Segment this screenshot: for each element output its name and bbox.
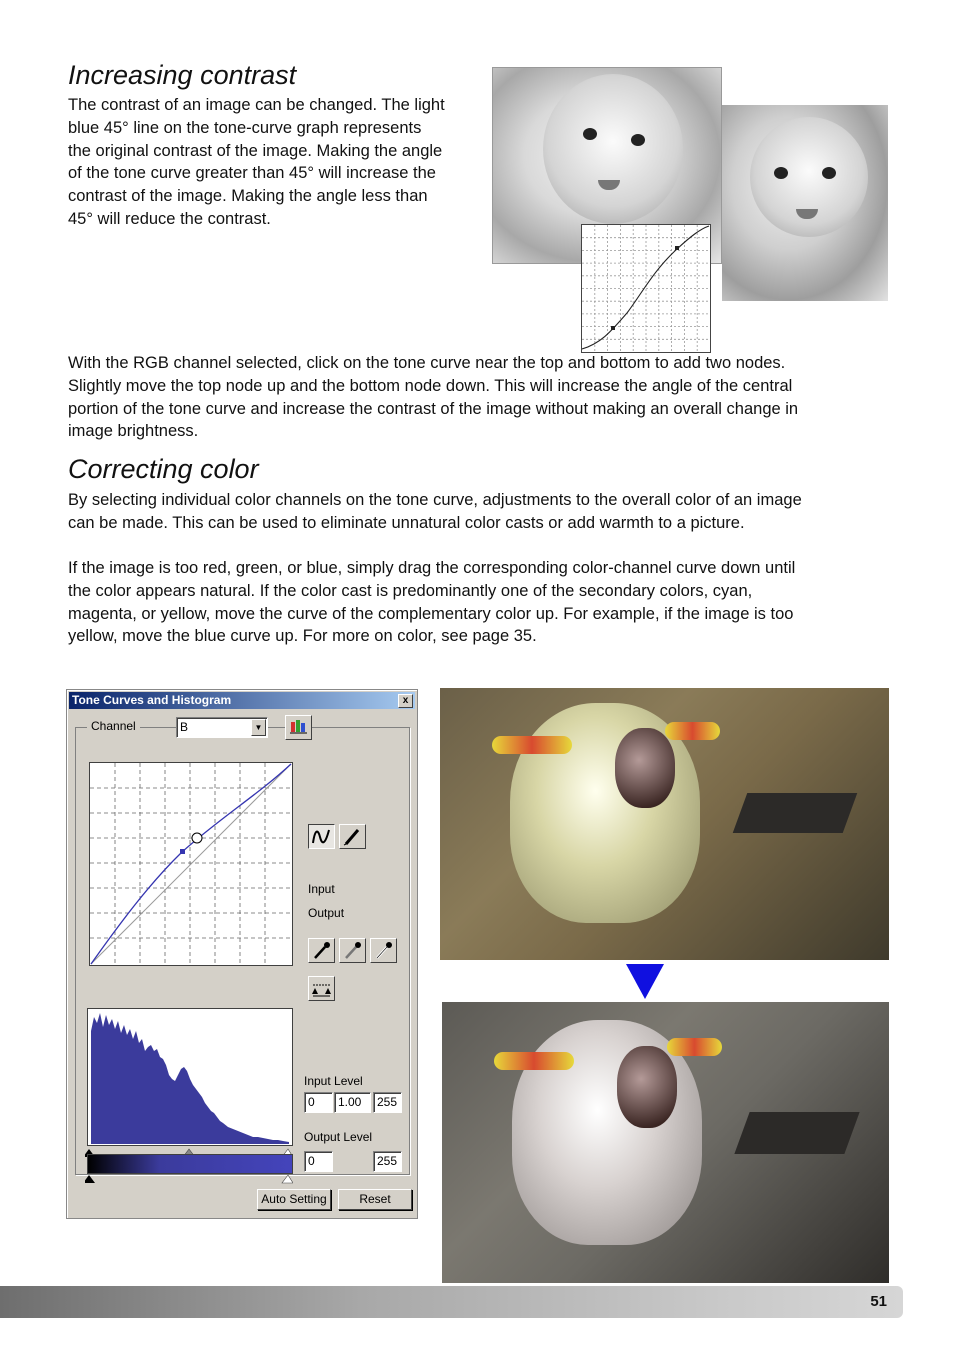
curve-tool-icon[interactable] <box>308 824 335 849</box>
body-line: Slightly move the top node up and the bottom node down. This will increase the angle of the central <box>68 376 793 395</box>
intro-line: 45° will reduce the contrast. <box>68 209 271 228</box>
dialog-titlebar <box>69 692 415 709</box>
histogram-channels-icon[interactable] <box>285 715 312 740</box>
baby-photo-high-contrast <box>722 105 888 301</box>
channel-value: B <box>180 720 189 734</box>
dialog-title: Tone Curves and Histogram <box>72 693 232 707</box>
color-line: By selecting individual color channels on the tone curve, adjustments to the overall color of an image <box>68 491 802 509</box>
color-paragraph-2 <box>68 557 898 648</box>
color-line: If the image is too red, green, or blue, simply drag the corresponding color-channel curve down until <box>68 559 796 577</box>
intro-line: The contrast of an image can be changed. The light <box>68 96 445 114</box>
input-level-gamma-field[interactable]: 1.00 <box>334 1092 371 1113</box>
heading-correcting-color: Correcting color <box>68 454 259 484</box>
output-level-black-field[interactable]: 0 <box>304 1151 333 1172</box>
white-point-eyedropper-icon[interactable] <box>370 938 397 963</box>
channel-select[interactable] <box>176 717 268 738</box>
intro-line: blue 45° line on the tone-curve graph represents <box>68 118 422 137</box>
reset-button[interactable]: Reset <box>338 1189 412 1210</box>
auto-setting-button[interactable]: Auto Setting <box>257 1189 331 1210</box>
contrast-body-paragraph <box>68 352 898 443</box>
input-label: Input <box>308 882 335 896</box>
body-line: image brightness. <box>68 422 199 441</box>
output-level-white-field[interactable]: 255 <box>373 1151 402 1172</box>
input-level-label: Input Level <box>304 1074 363 1088</box>
close-icon[interactable]: x <box>398 694 413 708</box>
intro-line: contrast of the image. Making the angle less than <box>68 187 428 206</box>
body-line: With the RGB channel selected, click on the tone curve near the top and bottom to add two nodes. <box>68 354 786 372</box>
arrow-down-icon <box>625 963 665 1000</box>
level-adjust-icon[interactable] <box>308 976 335 1001</box>
output-slider-track[interactable] <box>85 1171 293 1181</box>
output-label: Output <box>308 906 345 920</box>
color-paragraph-1 <box>68 489 898 535</box>
gray-point-eyedropper-icon[interactable] <box>339 938 366 963</box>
color-line: magenta, or yellow, move the curve of the complementary color up. For example, if the image is too <box>68 604 794 623</box>
tone-curves-dialog <box>66 689 418 1219</box>
output-level-label: Output Level <box>304 1130 373 1144</box>
channel-label: Channel <box>87 719 140 733</box>
input-level-black-field[interactable]: 0 <box>304 1092 333 1113</box>
intro-paragraph <box>68 94 488 231</box>
koala-photo-after <box>442 1002 889 1283</box>
heading-increasing-contrast: Increasing contrast <box>68 60 297 90</box>
intro-line: of the tone curve greater than 45° will increase the <box>68 164 436 183</box>
chevron-down-icon[interactable]: ▼ <box>251 719 266 736</box>
color-line: can be made. This can be used to eliminate unnatural color casts or add warmth to a picture. <box>68 513 745 532</box>
input-level-white-field[interactable]: 255 <box>373 1092 402 1113</box>
tone-curve-graph[interactable] <box>89 762 293 966</box>
intro-line: the original contrast of the image. Making the angle <box>68 141 443 160</box>
page-footer-bar <box>0 1286 903 1318</box>
histogram-graph <box>87 1008 293 1146</box>
page-number: 51 <box>870 1293 887 1310</box>
black-point-eyedropper-icon[interactable] <box>308 938 335 963</box>
koala-photo-before <box>440 688 889 960</box>
body-line: portion of the tone curve and increase the contrast of the image without making an overall change in <box>68 399 799 418</box>
color-line: yellow, move the blue curve up. For more on color, see page 35. <box>68 627 537 646</box>
pencil-tool-icon[interactable] <box>339 824 366 849</box>
contrast-tone-curve-graph <box>581 224 711 353</box>
color-line: the color appears natural. If the color cast is predominantly one of the secondary colors, cyan, <box>68 581 753 600</box>
